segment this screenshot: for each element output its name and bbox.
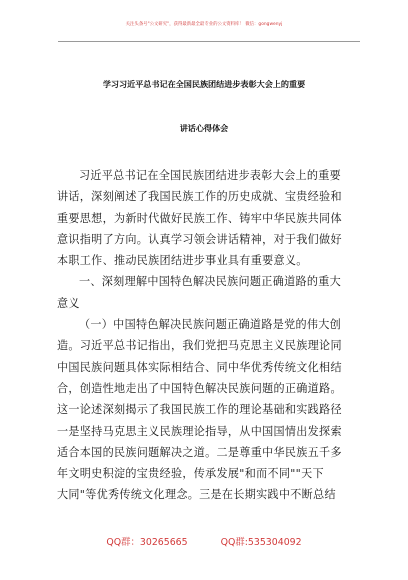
body-line: 讲话，深刻阐述了我国民族工作的历史成就、宝贵经验和 <box>57 190 342 204</box>
body-line: 这一论述深刻揭示了我国民族工作的理论基础和实践路径 <box>57 403 342 417</box>
document-body <box>57 165 357 506</box>
body-line: 习近平总书记在全国民族团结进步表彰大会上的重要 <box>79 169 342 182</box>
body-line: 造。习近平总书记指出，我们党把马克思主义民族理论同 <box>57 339 342 353</box>
header-banner: 关注头条号"公文研究"，获得最新最全最专业的公文资料库！ 微信：gongwenyj <box>125 22 283 27</box>
section-heading-continued: 意义 <box>57 296 80 310</box>
footer <box>0 534 408 548</box>
document-title-line-2: 讲话心得体会 <box>179 123 229 133</box>
body-line: 大同"等优秀传统文化理念。三是在长期实践中不断总结 <box>57 488 336 502</box>
body-line: 合，创造性地走出了中国特色解决民族问题的正确道路。 <box>57 381 342 395</box>
header-divider <box>58 41 360 42</box>
footer-qq-group-2: QQ群:535304092 <box>220 537 302 548</box>
body-line: 适合本国的民族问题解决之道。二是尊重中华民族五千多 <box>57 445 342 459</box>
document-title-line-1: 学习习近平总书记在全国民族团结进步表彰大会上的重要 <box>102 79 306 89</box>
body-line: 重要思想，为新时代做好民族工作、铸牢中华民族共同体 <box>57 211 342 225</box>
body-line: 本职工作、推动民族团结进步事业具有重要意义。 <box>57 254 308 268</box>
body-line: 意识指明了方向。认真学习领会讲话精神，对于我们做好 <box>57 232 342 246</box>
body-line: 中国民族问题具体实际相结合、同中华优秀传统文化相结 <box>57 360 342 374</box>
footer-qq-group-1: QQ群：30265665 <box>106 537 188 548</box>
body-line: 年文明史积淀的宝贵经验，传承发展"和而不同""天下 <box>57 467 324 481</box>
section-heading: 一、深刻理解中国特色解决民族问题正确道路的重大 <box>79 275 342 289</box>
body-line: （一）中国特色解决民族问题正确道路是党的伟大创 <box>79 318 342 332</box>
body-line: 一是坚持马克思主义民族理论指导，从中国国情出发探索 <box>57 424 342 438</box>
